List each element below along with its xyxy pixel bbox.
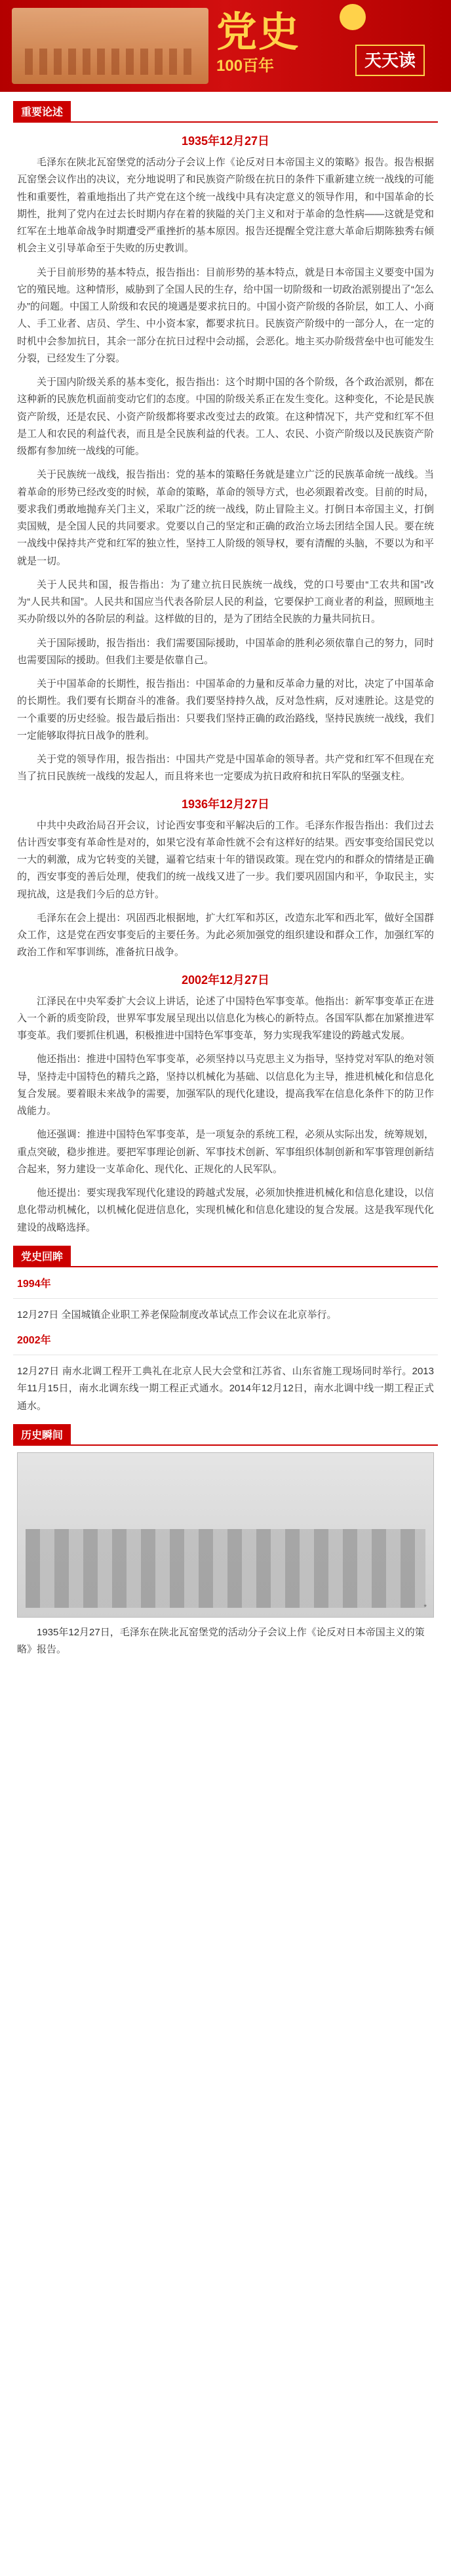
paragraph-13: 他还强调：推进中国特色军事变革，是一项复杂的系统工程，必须从实际出发，统筹规划，重点突破，稳步推进。要把军事理论创新、军事技术创新、军事组织体制创新和军事管理创新结合起来，努力建设一支革命化、现代化、正规化的人民军队。 (17, 1129, 434, 1175)
party-history-date-2002: 2002年 (17, 1335, 51, 1346)
paragraph-8: 关于党的领导作用，报告指出：中国共产党是中国革命的领导者。共产党和红军不但现在充当了抗日民族统一战线的发起人，而且将来也一定要成为抗日政府和抗日军队的坚强支柱。 (17, 754, 434, 783)
photo-caption: 1935年12月27日，毛泽东在陕北瓦窑堡党的活动分子会议上作《论反对日本帝国主义的策略》报告。 (17, 1626, 425, 1655)
paragraph-3: 关于国内阶级关系的基本变化，报告指出：这个时期中国的各个阶级，各个政治派别，都在这种新的民族危机面前变动它们的态度。中国的阶级关系正在发生变化。这种变化，不论是民族资产阶级，还是农民、小资产阶级都将要求改变过去的政策。在这种情况下，共产党和红军不但是工人和农民的利益代表，而且是全民族利益的代表。工人、农民、小资产阶级以及民族资产阶级都有参加统一战线的可能。 (17, 377, 434, 457)
paragraph-7: 关于中国革命的长期性，报告指出：中国革命的力量和反革命力量的对比，决定了中国革命的长期性。我们要有长期奋斗的准备。我们要坚持持久战，反对急性病，反对速胜论。这是党的一个重要的历史经验。报告最后指出：只要我们坚持正确的政治路线，坚持民族统一战线，我们一定能够取得抗日战争的胜利。 (17, 678, 434, 741)
photo-mark: * (423, 1602, 427, 1612)
banner-logo-text: 党史 (216, 8, 301, 56)
section-title-history-moment (13, 1424, 438, 1446)
section-title-party-history (13, 1246, 438, 1267)
date-2002: 2002年12月27日 (181, 973, 270, 987)
section-title-important (13, 101, 438, 123)
section-label: 历史瞬间 (13, 1424, 71, 1444)
paragraph-9: 中共中央政治局召开会议，讨论西安事变和平解决后的工作。毛泽东作报告指出：我们过去估计西安事变有革命性是对的，如果它没有革命性就不会有这样好的结果。西安事变给国民党以一大的刺激，成为它转变的关键，逼着它结束十年的错误政策。现在党内的和群众的情绪是正确的，西安事变的善后处理，使我们的统一战线又进了一步。我们要巩固国内和平，争取民主，实现抗战，这是我们今后的总方针。 (17, 819, 434, 900)
banner-tag: 天天读 (355, 45, 425, 76)
paragraph-12: 他还指出：推进中国特色军事变革，必须坚持以马克思主义为指导，坚持党对军队的绝对领导，坚持走中国特色的精兵之路，坚持以机械化为基础、以信息化为主导，推进机械化和信息化复合发展。要着眼未来战争的需要，加强军队的现代化建设，提高我军在信息化条件下的防卫作战能力。 (17, 1053, 434, 1116)
party-history-text-1994: 12月27日 全国城镇企业职工养老保险制度改革试点工作会议在北京举行。 (17, 1309, 337, 1320)
photo-crowd (26, 1529, 425, 1608)
paragraph-10: 毛泽东在会上提出：巩固西北根据地，扩大红军和苏区，改造东北军和西北军，做好全国群众工作，这是党在西安事变后的主要任务。为此必须加强党的组织建设和群众工作，加强红军的政治工作和军事训练，准备抗日战争。 (17, 912, 434, 958)
date-1936: 1936年12月27日 (181, 797, 270, 811)
paragraph-11: 江泽民在中央军委扩大会议上讲话，论述了中国特色军事变革。他指出：新军事变革正在进入一个新的质变阶段，世界军事发展呈现出以信息化为核心的新特点。各国军队都在加紧推进军事变革。我们要抓住机遇，积极推进中国特色军事变革，努力实现我军建设的跨越式发展。 (17, 995, 434, 1041)
banner-building-image (12, 8, 208, 84)
divider (13, 1298, 438, 1299)
footer-space (0, 1658, 451, 1671)
date-1935: 1935年12月27日 (181, 134, 270, 148)
page-banner (0, 0, 451, 92)
paragraph-6: 关于国际援助，报告指出：我们需要国际援助，中国革命的胜利必须依靠自己的努力，同时也需要国际的援助。但我们主要是依靠自己。 (17, 637, 434, 666)
paragraph-2: 关于目前形势的基本特点，报告指出：目前形势的基本特点，就是日本帝国主义要变中国为它的殖民地。这种情形，威胁到了全国人民的生存，给中国一切阶级和一切政治派别提出了“怎么办”的问题。中国工人阶级和农民的境遇是要求抗日的。中国小资产阶级的各阶层，如工人、小商人、手工业者、店员、学生、中小资本家，都要求抗日。民族资产阶级中的一部分人，在一定的时机中会参加抗日，其余一部分在抗日过程中会动摇，会恶化。地主买办阶级营垒中也可能发生分裂，已经发生了分裂。 (17, 266, 434, 364)
banner-logo (216, 8, 347, 77)
paragraph-5: 关于人民共和国，报告指出：为了建立抗日民族统一战线，党的口号要由“工农共和国”改为“人民共和国”。人民共和国应当代表各阶层人民的利益，它要保护工商业者的利益，照顾地主买办阶级以外的各阶层的利益。这样做的目的，是为了团结全民族的力量共同抗日。 (17, 579, 434, 625)
history-photo (17, 1452, 434, 1618)
paragraph-4: 关于民族统一战线，报告指出：党的基本的策略任务就是建立广泛的民族革命统一战线。当着革命的形势已经改变的时候，革命的策略，革命的领导方式，也必须跟着改变。目前的时局，要求我们勇敢地抛弃关门主义，采取广泛的统一战线，防止冒险主义。打倒日本帝国主义，打倒卖国贼，是全国人民的共同要求。党要以自己的坚定和正确的政治立场去团结全国人民。要在统一战线中保持共产党和红军的独立性，坚持工人阶级的领导权，要有清醒的头脑，不要以为和平就是一切。 (17, 469, 434, 567)
section-label: 重要论述 (13, 101, 71, 121)
banner-logo-sub: 100百年 (216, 57, 275, 75)
paragraph-1: 毛泽东在陕北瓦窑堡党的活动分子会议上作《论反对日本帝国主义的策略》报告。报告根据瓦窑堡会议作出的决议，充分地说明了和民族资产阶级在抗日的条件下重新建立统一战线的可能性和重要性，着重地指出了共产党在这个统一战线中具有决定意义的领导作用，和中国革命的长期性，批判了党内在过去长时期内存在着的狭隘的关门主义和对于革命的急性病——这就是党和红军在土地革命战争时期遭受严重挫折的基本原因。报告还提醒全党注意大革命后期陈独秀右倾机会主义引导革命至于失败的历史教训。 (17, 157, 434, 255)
paragraph-14: 他还提出：要实现我军现代化建设的跨越式发展，必须加快推进机械化和信息化建设，以信息化带动机械化，以机械化促进信息化，实现机械化和信息化建设的复合发展。这是我军现代化建设的战略选择。 (17, 1187, 434, 1233)
party-history-text-2002: 12月27日 南水北调工程开工典礼在北京人民大会堂和江苏省、山东省施工现场同时举行。2013年11月15日，南水北调东线一期工程正式通水。2014年12月12日，南水北调中线一期工程正式通水。 (17, 1366, 434, 1412)
party-history-date-1994: 1994年 (17, 1278, 51, 1290)
section-label: 党史回眸 (13, 1246, 71, 1266)
